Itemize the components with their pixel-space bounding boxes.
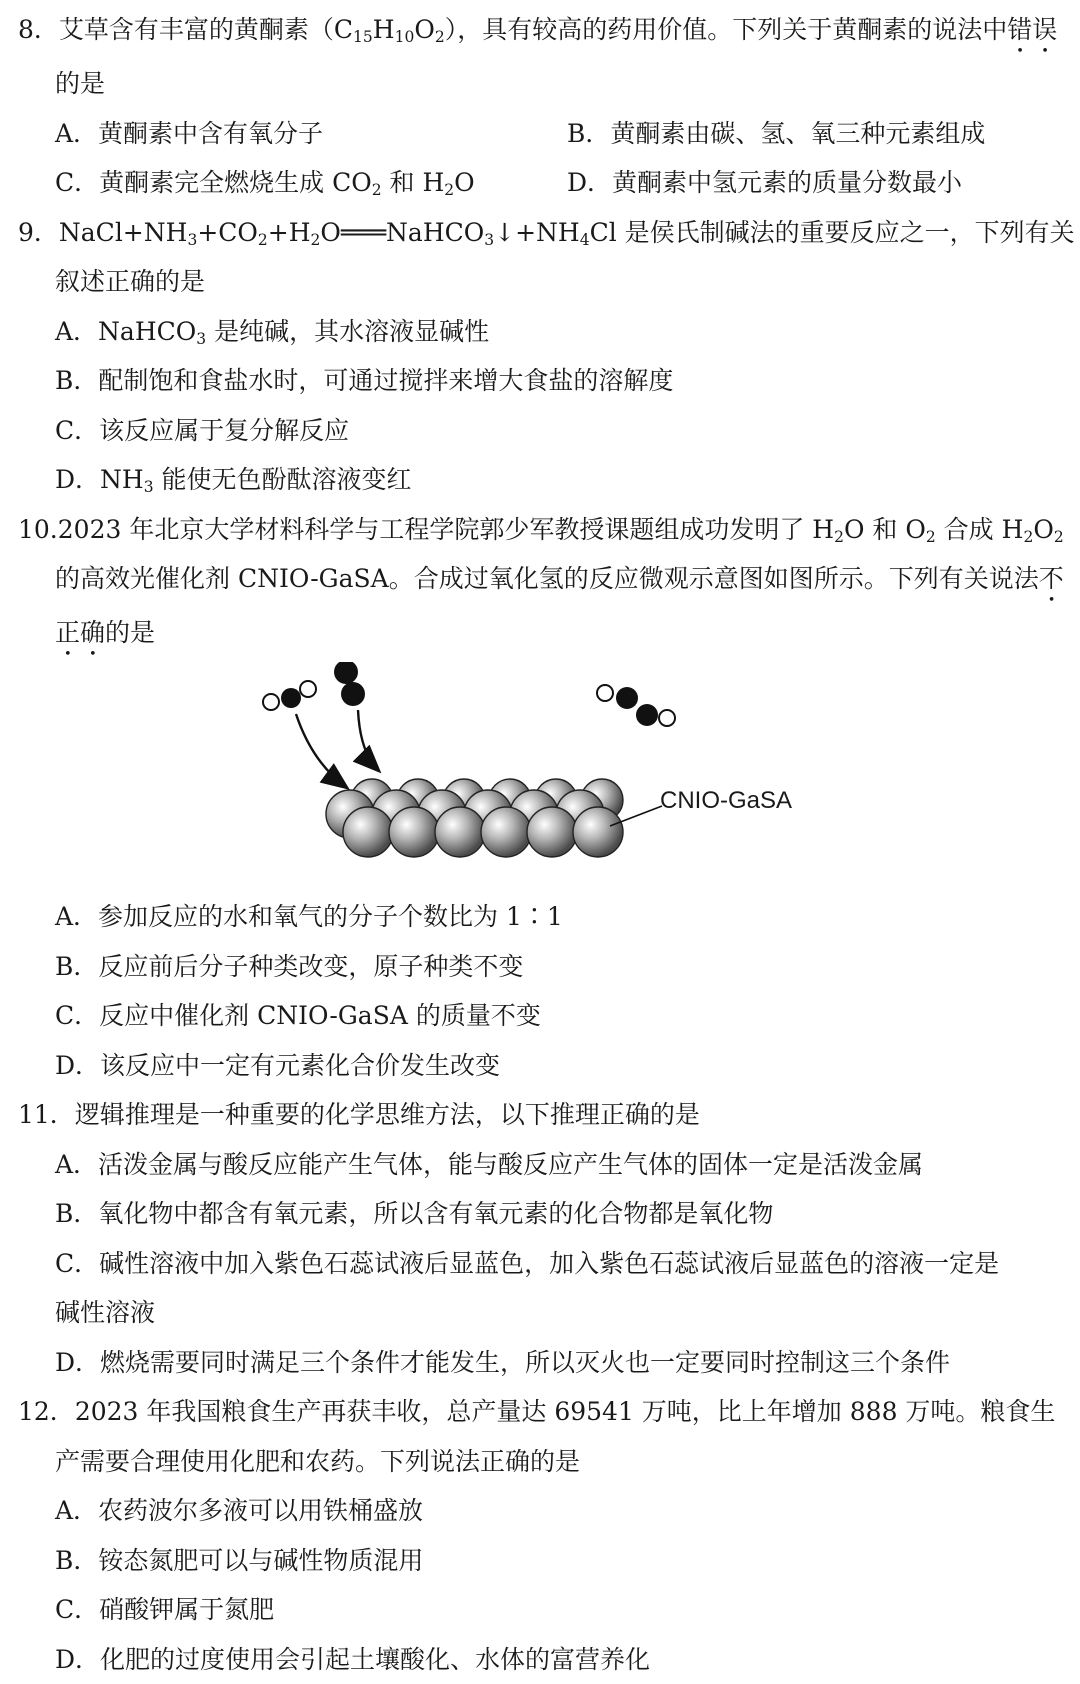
option-c: C．硝酸钾属于氮肥	[0, 1585, 1080, 1635]
subscript: 2	[372, 181, 382, 199]
option-text: 和 H	[382, 168, 445, 197]
subscript: 2	[926, 527, 936, 545]
subscript: 2	[311, 230, 321, 248]
option-b: B．氧化物中都含有氧元素，所以含有氧元素的化合物都是氧化物	[0, 1189, 1080, 1239]
equation-text: +CO	[197, 218, 258, 247]
question-11-stem	[0, 1090, 1080, 1140]
option-b: B．铵态氮肥可以与碱性物质混用	[0, 1536, 1080, 1586]
option-c-continued: 碱性溶液	[0, 1288, 1080, 1338]
water-molecule-icon	[263, 681, 316, 710]
option-text: 是纯碱，其水溶液显碱性	[206, 317, 489, 346]
stem-text: 2023 年北京大学材料科学与工程学院郭少军教授课题组成功发明了 H	[58, 515, 834, 544]
option-c: C．反应中催化剂 CNIO-GaSA 的质量不变	[0, 991, 1080, 1041]
subscript: 2	[834, 527, 844, 545]
option-text: C．黄酮素完全燃烧生成 CO	[55, 168, 372, 197]
question-number: 12．	[18, 1397, 75, 1426]
option-text: A．NaHCO	[55, 317, 196, 346]
subscript: 15	[353, 28, 373, 46]
option-d: D．该反应中一定有元素化合价发生改变	[0, 1041, 1080, 1091]
option-d: D．燃烧需要同时满足三个条件才能发生，所以灭火也一定要同时控制这三个条件	[0, 1338, 1080, 1388]
option-a: A．活泼金属与酸反应能产生气体，能与酸反应产生气体的固体一定是活泼金属	[0, 1140, 1080, 1190]
option-text: O	[454, 168, 475, 197]
subscript: 3	[196, 329, 206, 347]
reaction-diagram-svg	[0, 662, 1080, 892]
stem-text: 的是	[105, 618, 155, 647]
options-row	[0, 158, 1080, 208]
subscript: 2	[1054, 527, 1064, 545]
option-c	[55, 158, 567, 208]
option-d: D．黄酮素中氢元素的质量分数最小	[567, 158, 1079, 208]
reaction-diagram	[0, 662, 1080, 892]
question-9-stem	[0, 208, 1080, 307]
question-12	[0, 1387, 1080, 1684]
equation-text: O═══NaHCO	[320, 218, 484, 247]
option-d	[0, 455, 1080, 505]
question-number: 8．	[18, 15, 59, 44]
option-text: 能使无色酚酞溶液变红	[154, 465, 412, 494]
equation-text: NaCl+NH	[59, 218, 188, 247]
stem-text: ），具有较高的药用价值。下列关于黄酮素的说法中	[445, 15, 1008, 44]
stem-text: 合成 H	[936, 515, 1024, 544]
equation-text: +H	[268, 218, 311, 247]
question-8-stem	[0, 5, 1080, 109]
question-10	[0, 505, 1080, 1091]
subscript: 3	[187, 230, 197, 248]
subscript: 3	[144, 478, 154, 496]
stem-text: O	[414, 15, 435, 44]
stem-text: 逻辑推理是一种重要的化学思维方法，以下推理正确的是	[75, 1100, 700, 1129]
subscript: 2	[435, 28, 445, 46]
option-b: B．配制饱和食盐水时，可通过搅拌来增大食盐的溶解度	[0, 356, 1080, 406]
subscript: 2	[258, 230, 268, 248]
option-a: A．农药波尔多液可以用铁桶盛放	[0, 1486, 1080, 1536]
emphasis-text: 错误	[1007, 15, 1057, 44]
subscript: 10	[395, 28, 415, 46]
subscript: 2	[1023, 527, 1033, 545]
subscript: 2	[444, 181, 454, 199]
hydrogen-peroxide-molecule-icon	[597, 685, 675, 726]
stem-text: 的高效光催化剂 CNIO-GaSA。合成过氧化氢的反应微观示意图如图所示。下列有关说法	[55, 564, 1039, 593]
option-b: B．反应前后分子种类改变，原子种类不变	[0, 942, 1080, 992]
catalyst-label: CNIO-GaSA	[660, 786, 792, 816]
oxygen-molecule-icon	[334, 662, 365, 706]
option-d: D．化肥的过度使用会引起土壤酸化、水体的富营养化	[0, 1635, 1080, 1684]
option-a: A．参加反应的水和氧气的分子个数比为 1∶1	[0, 892, 1080, 942]
option-a: A．黄酮素中含有氧分子	[55, 109, 567, 159]
options-row	[0, 109, 1080, 159]
stem-text: 艾草含有丰富的黄酮素（C	[59, 15, 353, 44]
equation-text: ↓+NH	[494, 218, 580, 247]
option-a	[0, 307, 1080, 357]
stem-text: Cl 是侯氏制碱法的重要反应之一，下列有关叙述正确的是	[55, 218, 1075, 297]
option-c: C．该反应属于复分解反应	[0, 406, 1080, 456]
option-text: D．NH	[55, 465, 144, 494]
subscript: 4	[580, 230, 590, 248]
option-c: C．碱性溶液中加入紫色石蕊试液后显蓝色，加入紫色石蕊试液后显蓝色的溶液一定是	[0, 1239, 1080, 1289]
stem-text: 的是	[55, 69, 105, 98]
question-9	[0, 208, 1080, 505]
question-8	[0, 5, 1080, 208]
emphasis-text: 不正确	[55, 564, 1064, 647]
subscript: 3	[484, 230, 494, 248]
stem-text: H	[373, 15, 395, 44]
stem-text: 2023 年我国粮食生产再获丰收，总产量达 69541 万吨，比上年增加 888 万吨。粮食生产需要合理使用化肥和农药。下列说法正确的是	[55, 1397, 1055, 1476]
question-number: 11．	[18, 1100, 75, 1129]
catalyst-surface	[326, 779, 623, 857]
option-b: B．黄酮素由碳、氢、氧三种元素组成	[567, 109, 1079, 159]
stem-text: O	[1033, 515, 1054, 544]
question-number: 10.	[18, 515, 58, 544]
question-10-stem	[0, 505, 1080, 663]
stem-text: O 和 O	[844, 515, 926, 544]
question-number: 9．	[18, 218, 59, 247]
arrow-icon	[296, 714, 346, 787]
question-11	[0, 1090, 1080, 1387]
arrow-icon	[358, 710, 378, 770]
question-12-stem	[0, 1387, 1080, 1486]
